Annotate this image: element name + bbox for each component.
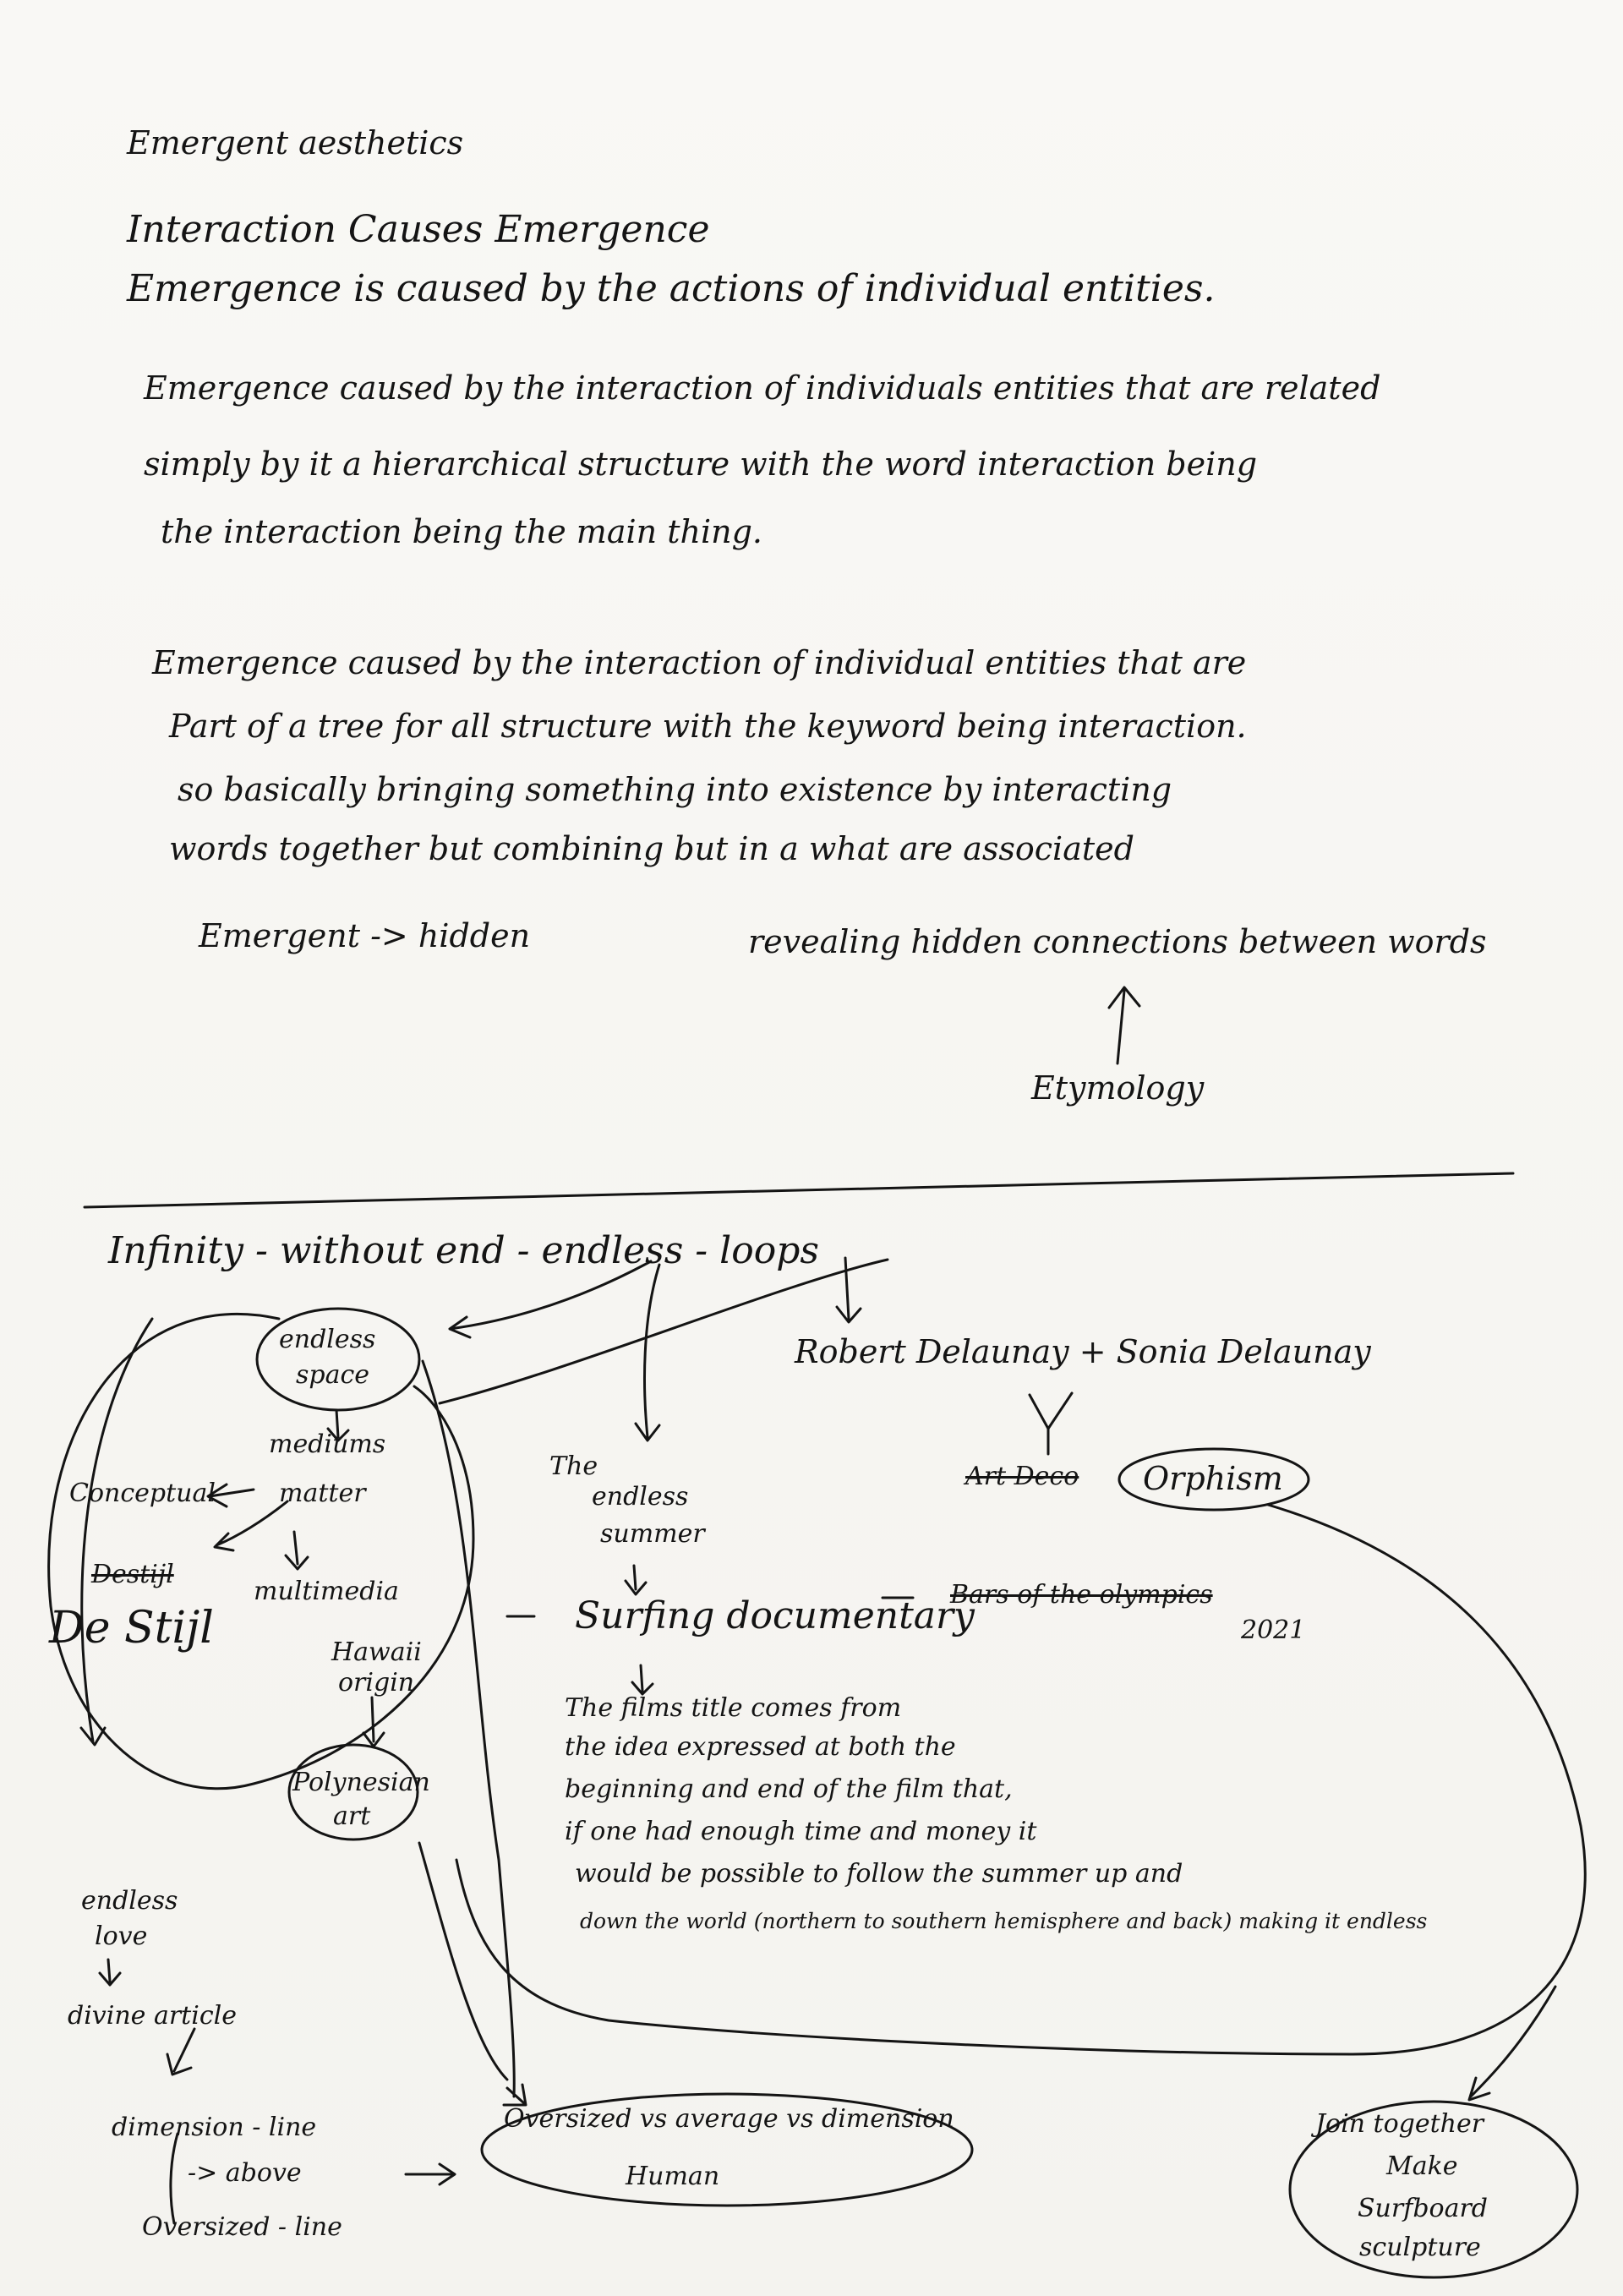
title-interaction-emergence: Interaction Causes Emergence xyxy=(127,208,710,251)
multimedia-label: multimedia xyxy=(254,1577,399,1606)
endless-love-1: endless xyxy=(81,1886,178,1916)
para1-line3: the interaction being the main thing. xyxy=(161,513,762,550)
arrow-to-dimension xyxy=(167,2029,194,2075)
hawaii-label: Hawaii xyxy=(331,1637,422,1667)
join-together: Join together xyxy=(1315,2109,1484,2139)
para2-line3: so basically bringing something into existence by interacting xyxy=(178,771,1172,808)
delaunay-y-connector xyxy=(1030,1393,1072,1454)
infinity-line: Infinity - without end - endless - loops xyxy=(108,1229,819,1272)
endless-summer-label: endless xyxy=(592,1482,689,1512)
arrow-to-multimedia xyxy=(286,1532,308,1569)
heading-emergent-aesthetics: Emergent aesthetics xyxy=(127,124,464,161)
para1-line2: simply by it a hierarchical structure with the word interaction being xyxy=(144,446,1258,483)
make-label: Make xyxy=(1386,2151,1458,2181)
arrow-to-endless-summer xyxy=(636,1265,659,1440)
para2-line2: Part of a tree for all structure with the keyword being interaction. xyxy=(169,708,1247,745)
film-text-1: The films title comes from xyxy=(565,1693,902,1723)
matter-label: matter xyxy=(279,1479,366,1508)
art-label: art xyxy=(333,1801,371,1831)
year-2021: 2021 xyxy=(1241,1615,1306,1645)
destijl-struck: Destijl xyxy=(91,1560,174,1589)
divine-article: divine article xyxy=(68,2001,237,2031)
olympics-struck: Bars of the olympics xyxy=(950,1580,1213,1610)
polynesian-label: Polynesian xyxy=(292,1768,430,1797)
section-divider xyxy=(85,1173,1513,1207)
line-polynesian-to-box xyxy=(419,1843,507,2080)
emergent-hidden: Emergent -> hidden xyxy=(199,917,531,954)
endless-label: endless xyxy=(279,1325,376,1354)
arrow-to-join xyxy=(1469,1987,1555,2100)
para1-line1: Emergence caused by the interaction of individuals entities that are related xyxy=(144,369,1381,407)
arrow-to-divine xyxy=(100,1960,120,1985)
film-text-3: beginning and end of the film that, xyxy=(565,1774,1013,1804)
human-label: Human xyxy=(626,2162,720,2191)
film-text-4: if one had enough time and money it xyxy=(565,1817,1037,1846)
endless-space-circle xyxy=(257,1309,419,1410)
above-label: -> above xyxy=(188,2158,302,2188)
para2-line1: Emergence caused by the interaction of individual entities that are xyxy=(152,644,1247,681)
arrow-to-film-text xyxy=(632,1665,653,1694)
long-line-space-to-box xyxy=(423,1361,514,2096)
revealing-connections: revealing hidden connections between words xyxy=(748,923,1487,960)
sculpture-label: sculpture xyxy=(1359,2233,1481,2262)
etymology-label: Etymology xyxy=(1031,1069,1205,1107)
para2-line4: words together but combining but in a what are associated xyxy=(169,830,1134,867)
film-text-6: down the world (northern to southern hemisphere and back) making it endless xyxy=(580,1909,1428,1933)
film-text-2: the idea expressed at both the xyxy=(565,1732,956,1762)
arrow-to-endless-space xyxy=(450,1261,651,1337)
oversized-vs-average: Oversized vs average vs dimension xyxy=(504,2104,954,2134)
space-label: space xyxy=(296,1360,370,1390)
etymology-arrow xyxy=(1109,987,1139,1063)
dimension-loop xyxy=(171,2134,178,2223)
delaunay-label: Robert Delaunay + Sonia Delaunay xyxy=(795,1333,1371,1370)
arrow-dimension-to-box xyxy=(406,2164,455,2184)
orphism-label: Orphism xyxy=(1143,1460,1283,1497)
conceptual-label: Conceptual xyxy=(69,1479,216,1508)
dimension-line: dimension - line xyxy=(112,2113,317,2142)
arrow-from-loops xyxy=(440,1260,888,1403)
origin-label: origin xyxy=(338,1668,415,1697)
curve-to-endless-love xyxy=(81,1319,152,1745)
mediums-label: mediums xyxy=(269,1430,386,1459)
emergence-line: Emergence is caused by the actions of individual entities. xyxy=(127,267,1216,310)
the-label: The xyxy=(549,1451,598,1481)
arrow-to-surfing xyxy=(626,1566,646,1594)
surfboard-label: Surfboard xyxy=(1358,2194,1489,2223)
surfing-documentary: Surfing documentary xyxy=(575,1594,975,1637)
endless-love-2: love xyxy=(95,1922,148,1951)
arrow-to-destijl xyxy=(215,1501,287,1550)
film-text-5: would be possible to follow the summer up and xyxy=(575,1859,1183,1889)
art-deco-struck: Art Deco xyxy=(965,1462,1079,1491)
de-stijl-label: De Stijl xyxy=(49,1603,214,1654)
oversized-line: Oversized - line xyxy=(142,2212,342,2242)
summer-label: summer xyxy=(600,1519,705,1549)
